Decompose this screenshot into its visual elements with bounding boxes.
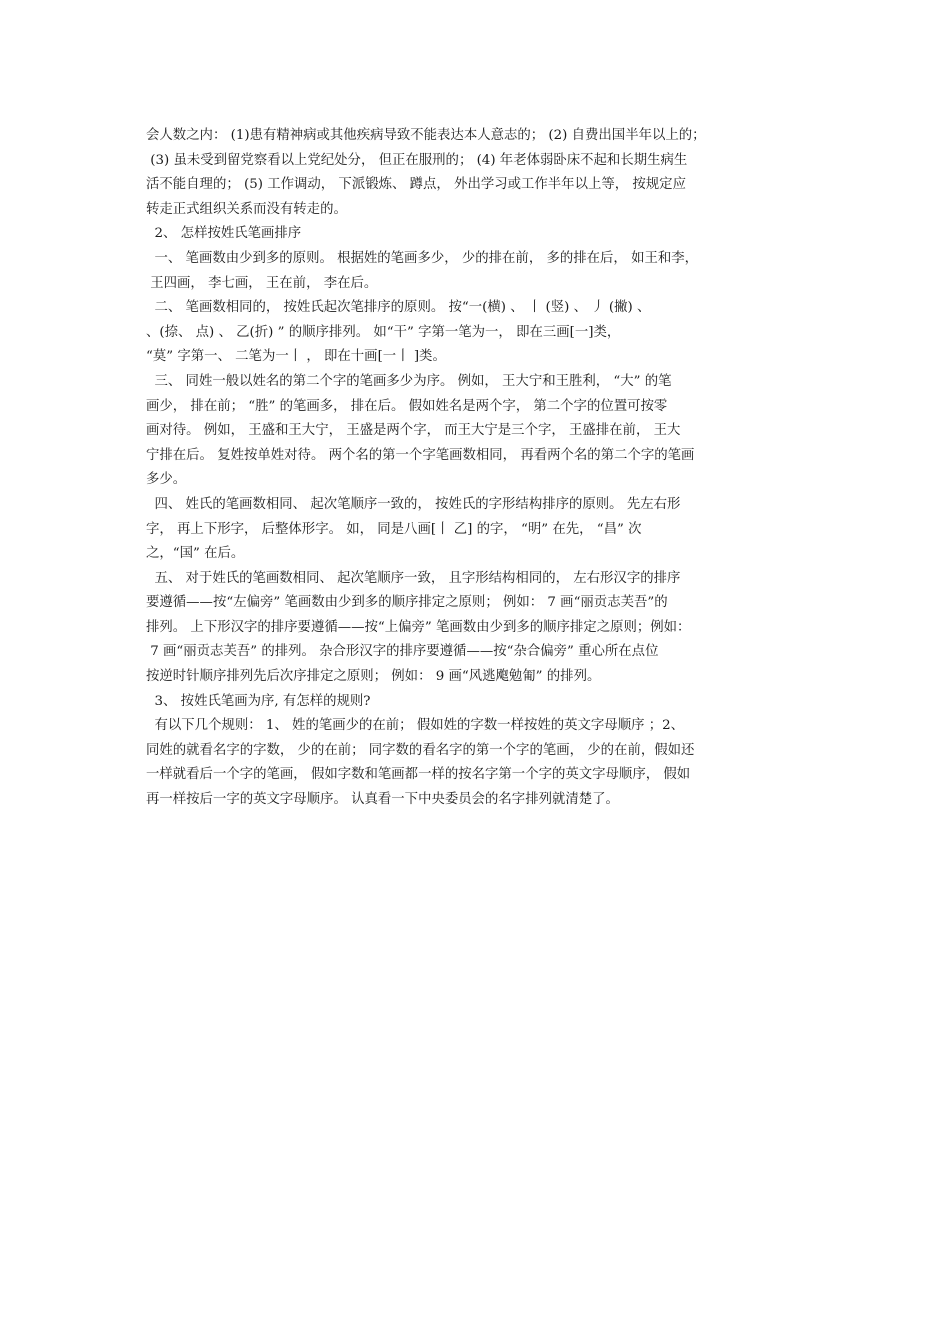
text-line: 二、 笔画数相同的， 按姓氏起次笔排序的原则。 按“一(横) 、 丨 (竖) 、 丿 (撇) 、 <box>146 300 651 316</box>
text-line: 字， 再上下形字， 后整体形字。 如， 同是八画[丨 乙] 的字， “明” 在先， “昌” 次 <box>146 521 642 537</box>
text-line: (3) 虽未受到留党察看以上党纪处分， 但正在服刑的； (4) 年老体弱卧床不起和长期生病生 <box>146 152 688 168</box>
text-line: 画对待。 例如， 王盛和王大宁， 王盛是两个字， 而王大宁是三个字， 王盛排在前， 王大 <box>146 423 681 439</box>
text-line: 排列。 上下形汉字的排序要遵循——按“上偏旁” 笔画数由少到多的顺序排定之原则；例如： <box>146 619 691 635</box>
text-line: 要遵循——按“左偏旁” 笔画数由少到多的顺序排定之原则； 例如： 7 画“丽贡志芙吾”的 <box>146 595 668 611</box>
text-line: 之，“国” 在后。 <box>146 546 245 562</box>
text-line: 同姓的就看名字的字数， 少的在前； 同字数的看名字的第一个字的笔画， 少的在前，假如还 <box>146 742 695 758</box>
text-line: 画少， 排在前； “胜” 的笔画多， 排在后。 假如姓名是两个字， 第二个字的位置可按零 <box>146 398 668 414</box>
document-body <box>146 124 816 813</box>
text-line: 再一样按后一字的英文字母顺序。 认真看一下中央委员会的名字排列就清楚了。 <box>146 792 619 808</box>
text-line: 会人数之内： (1)患有精神病或其他疾病导致不能表达本人意志的； (2) 自费出国半年以上的； <box>146 128 706 143</box>
text-line: 有以下几个规则： 1、 姓的笔画少的在前； 假如姓的字数一样按姓的英文字母顺序 ；2、 <box>146 718 685 734</box>
text-line: 转走正式组织关系而没有转走的。 <box>146 201 347 217</box>
text-line: “莫” 字第一、 二笔为一丨 ， 即在十画[一丨 ]类。 <box>146 349 446 365</box>
text-line: 四、 姓氏的笔画数相同、 起次笔顺序一致的， 按姓氏的字形结构排序的原则。 先左右形 <box>146 496 681 512</box>
text-line: 多少。 <box>146 472 187 488</box>
text-line: 、(捺、 点) 、 乙(折) ” 的顺序排列。 如“干” 字第一笔为一， 即在三画[一]类， <box>146 324 621 340</box>
text-line: 一、 笔画数由少到多的原则。 根据姓的笔画多少， 少的排在前， 多的排在后， 如王和李， <box>146 250 699 266</box>
section-heading: 3、 按姓氏笔画为序, 有怎样的规则? <box>146 693 371 709</box>
text-line: 王四画， 李七画， 王在前， 李在后。 <box>146 275 378 291</box>
text-line: 三、 同姓一般以姓名的第二个字的笔画多少为序。 例如， 王大宁和王胜利， “大” 的笔 <box>146 373 672 389</box>
section-heading: 2、 怎样按姓氏笔画排序 <box>146 226 302 242</box>
text-line: 一样就看后一个字的笔画， 假如字数和笔画都一样的按名字第一个字的英文字母顺序， 假如 <box>146 767 691 783</box>
text-line: 按逆时针顺序排列先后次序排定之原则； 例如： 9 画“风逃飑勉匍” 的排列。 <box>146 669 601 685</box>
text-line: 宁排在后。 复姓按单姓对待。 两个名的第一个字笔画数相同， 再看两个名的第二个字的笔画 <box>146 447 695 463</box>
text-line: 五、 对于姓氏的笔画数相同、 起次笔顺序一致， 且字形结构相同的， 左右形汉字的排序 <box>146 570 681 586</box>
text-line: 活不能自理的； (5) 工作调动， 下派锻炼、 蹲点， 外出学习或工作半年以上等， 按规定应 <box>146 177 686 193</box>
text-line: 7 画“丽贡志芙吾” 的排列。 杂合形汉字的排序要遵循——按“杂合偏旁” 重心所在点位 <box>146 644 659 660</box>
